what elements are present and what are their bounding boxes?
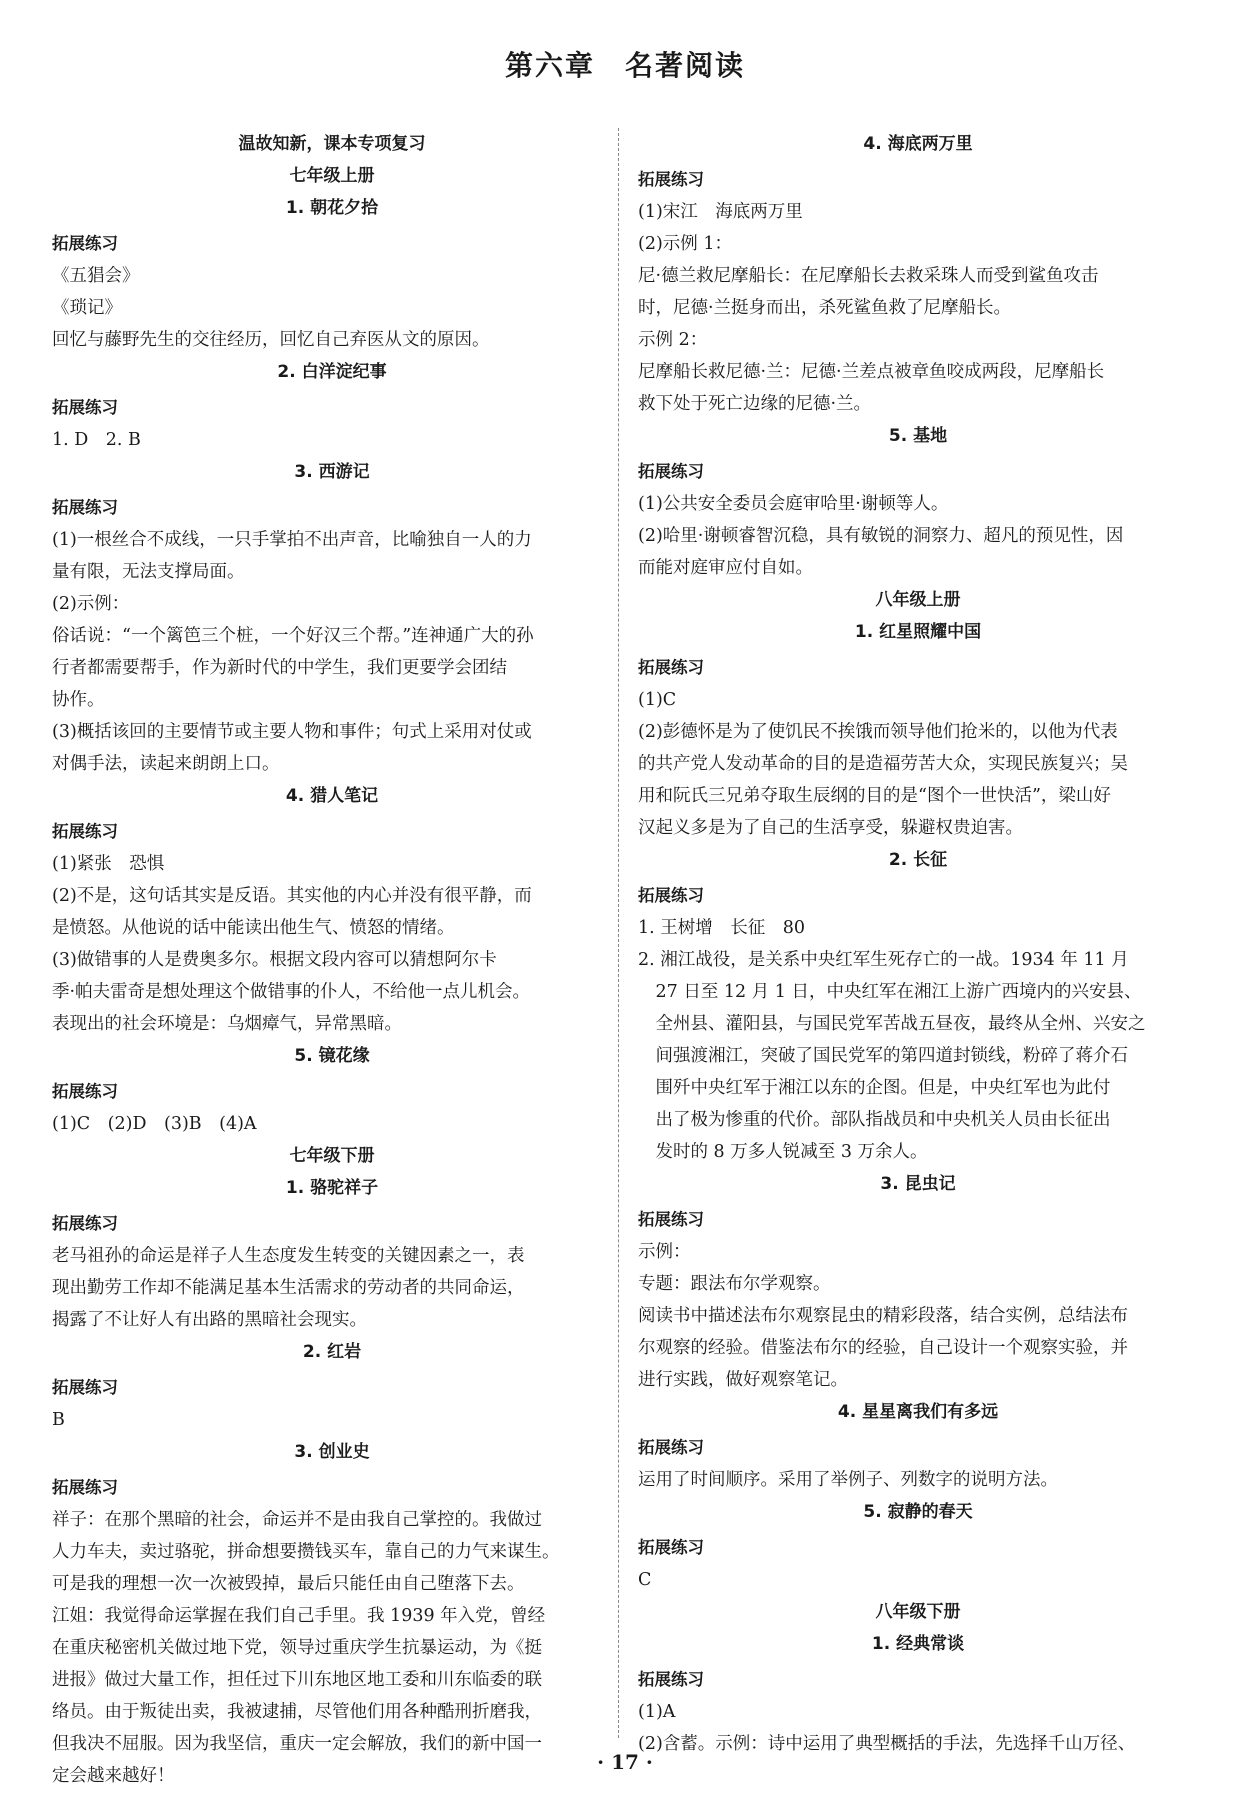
answer-line: 行者都需要帮手，作为新时代的中学生，我们更要学会团结 — [52, 658, 507, 678]
answer-block — [638, 1628, 1198, 1760]
answer-line: 27 日至 12 月 1 日，中央红军在湘江上游广西境内的兴安县、 — [638, 982, 1142, 1002]
answer-block — [638, 420, 1198, 584]
answer-line: 定会越来越好！ — [52, 1766, 175, 1786]
answer-line: 《琐记》 — [52, 298, 122, 318]
exercise-label: 拓展练习 — [638, 886, 704, 905]
answer-line: 示例 2： — [638, 330, 708, 350]
exercise-label: 拓展练习 — [638, 462, 704, 481]
exercise-label: 拓展练习 — [52, 822, 118, 841]
book-title: 5. 基地 — [888, 426, 948, 446]
answer-line: 1. 王树增 长征 80 — [638, 918, 806, 938]
answer-line: 示例： — [638, 1242, 691, 1262]
answer-block — [638, 1496, 1198, 1596]
right-column — [638, 128, 1198, 1760]
answer-line: (1)紧张 恐惧 — [52, 854, 165, 874]
exercise-label: 拓展练习 — [52, 498, 118, 517]
answer-line: (3)做错事的人是费奥多尔。根据文段内容可以猜想阿尔卡 — [52, 950, 497, 970]
book-title: 5. 寂静的春天 — [863, 1502, 973, 1522]
answer-line: 回忆与藤野先生的交往经历，回忆自己弃医从文的原因。 — [52, 330, 490, 350]
book-title: 1. 红星照耀中国 — [854, 622, 982, 642]
book-title: 1. 经典常谈 — [871, 1634, 965, 1654]
answer-line: 现出勤劳工作却不能满足基本生活需求的劳动者的共同命运， — [52, 1278, 525, 1298]
book-title: 2. 长征 — [888, 850, 948, 870]
answer-line: 尼摩船长救尼德·兰：尼德·兰差点被章鱼咬成两段，尼摩船长 — [638, 362, 1105, 382]
answer-line: 揭露了不让好人有出路的黑暗社会现实。 — [52, 1310, 367, 1330]
answer-line: 发时的 8 万多人锐减至 3 万余人。 — [638, 1142, 928, 1162]
answer-block — [638, 844, 1198, 1168]
answer-line: 协作。 — [52, 690, 105, 710]
exercise-label: 拓展练习 — [638, 1538, 704, 1557]
answer-line: 阅读书中描述法布尔观察昆虫的精彩段落，结合实例，总结法布 — [638, 1306, 1128, 1326]
book-title: 4. 星星离我们有多远 — [837, 1402, 999, 1422]
answer-block — [638, 616, 1198, 844]
answer-line: 对偶手法，读起来朗朗上口。 — [52, 754, 280, 774]
answer-line: 《五猖会》 — [52, 266, 140, 286]
grade-heading: 七年级上册 — [289, 166, 375, 186]
answer-line: 围歼中央红军于湘江以东的企图。但是，中央红军也为此付 — [638, 1078, 1111, 1098]
exercise-label: 拓展练习 — [52, 1378, 118, 1397]
column-divider — [618, 128, 619, 1738]
answer-line: 全州县、灌阳县，与国民党军苦战五昼夜，最终从全州、兴安之 — [638, 1014, 1146, 1034]
answer-block — [638, 1168, 1198, 1396]
answer-line: 但我决不屈服。因为我坚信，重庆一定会解放，我们的新中国一 — [52, 1734, 542, 1754]
answer-line: 尔观察的经验。借鉴法布尔的经验，自己设计一个观察实验，并 — [638, 1338, 1128, 1358]
page-title: 第六章 名著阅读 — [504, 49, 745, 82]
exercise-label: 拓展练习 — [638, 1438, 704, 1457]
answer-block — [638, 128, 1198, 420]
book-title: 4. 海底两万里 — [863, 134, 973, 154]
exercise-label: 拓展练习 — [638, 1670, 704, 1689]
answer-line: 汉起义多是为了自己的生活享受，躲避权贵迫害。 — [638, 818, 1023, 838]
exercise-label: 拓展练习 — [52, 1214, 118, 1233]
answer-line: 俗话说：“一个篱笆三个桩，一个好汉三个帮。”连神通广大的孙 — [52, 626, 534, 646]
answer-line: 季·帕夫雷奇是想处理这个做错事的仆人，不给他一点儿机会。 — [52, 982, 531, 1002]
exercise-label: 拓展练习 — [52, 398, 118, 417]
answer-block — [52, 1336, 612, 1436]
page-number: · 17 · — [597, 1750, 653, 1774]
book-title: 3. 西游记 — [294, 462, 370, 482]
answer-line: 用和阮氏三兄弟夺取生辰纲的目的是“图个一世快活”，梁山好 — [638, 786, 1111, 806]
answer-line: B — [52, 1410, 65, 1430]
answer-line: 人力车夫，卖过骆驼，拼命想要攒钱买车，靠自己的力气来谋生。 — [52, 1542, 560, 1562]
answer-block — [52, 456, 612, 780]
grade-heading: 七年级下册 — [289, 1146, 375, 1166]
grade-heading: 八年级上册 — [875, 590, 961, 610]
answer-line: (1)宋江 海底两万里 — [638, 202, 803, 222]
section-title: 温故知新，课本专项复习 — [238, 134, 426, 154]
answer-line: (2)哈里·谢顿睿智沉稳，具有敏锐的洞察力、超凡的预见性，因 — [638, 526, 1124, 546]
answer-line: 江姐：我觉得命运掌握在我们自己手里。我 1939 年入党，曾经 — [52, 1606, 546, 1626]
answer-line: (1)一根丝合不成线，一只手掌拍不出声音，比喻独自一人的力 — [52, 530, 532, 550]
book-title: 3. 创业史 — [294, 1442, 370, 1462]
exercise-label: 拓展练习 — [52, 234, 118, 253]
answer-line: 2. 湘江战役，是关系中央红军生死存亡的一战。1934 年 11 月 — [638, 950, 1129, 970]
answer-line: 进报》做过大量工作，担任过下川东地区地工委和川东临委的联 — [52, 1670, 542, 1690]
book-title: 1. 朝花夕拾 — [285, 198, 379, 218]
exercise-label: 拓展练习 — [638, 170, 704, 189]
answer-line: 运用了时间顺序。采用了举例子、列数字的说明方法。 — [638, 1470, 1058, 1490]
answer-line: 1. D 2. B — [52, 430, 141, 450]
answer-line: 进行实践，做好观察笔记。 — [638, 1370, 848, 1390]
answer-line: (1)C — [638, 690, 677, 710]
book-title: 1. 骆驼祥子 — [285, 1178, 379, 1198]
answer-line: (2)彭德怀是为了使饥民不挨饿而领导他们抢米的，以他为代表 — [638, 722, 1118, 742]
answer-block — [52, 1040, 612, 1140]
answer-line: 而能对庭审应付自如。 — [638, 558, 813, 578]
answer-line: (1)公共安全委员会庭审哈里·谢顿等人。 — [638, 494, 949, 514]
book-title: 2. 白洋淀纪事 — [277, 362, 387, 382]
exercise-label: 拓展练习 — [638, 1210, 704, 1229]
answer-line: (1)A — [638, 1702, 676, 1722]
answer-line: 间强渡湘江，突破了国民党军的第四道封锁线，粉碎了蒋介石 — [638, 1046, 1128, 1066]
answer-line: 专题：跟法布尔学观察。 — [638, 1274, 831, 1294]
answer-line: 尼·德兰救尼摩船长：在尼摩船长去救采珠人而受到鲨鱼攻击 — [638, 266, 1099, 286]
book-title: 3. 昆虫记 — [880, 1174, 956, 1194]
answer-line: 在重庆秘密机关做过地下党，领导过重庆学生抗暴运动，为《挺 — [52, 1638, 542, 1658]
answer-line: 量有限，无法支撑局面。 — [52, 562, 245, 582]
answer-line: 可是我的理想一次一次被毁掉，最后只能任由自己堕落下去。 — [52, 1574, 525, 1594]
book-title: 2. 红岩 — [302, 1342, 362, 1362]
answer-block — [638, 1396, 1198, 1496]
answer-line: (1)C (2)D (3)B (4)A — [52, 1114, 257, 1134]
answer-line: (2)示例 1： — [638, 234, 732, 254]
answer-line: (2)含蓄。示例：诗中运用了典型概括的手法，先选择千山万径、 — [638, 1734, 1136, 1754]
answer-line: (2)不是，这句话其实是反语。其实他的内心并没有很平静，而 — [52, 886, 532, 906]
answer-block — [52, 192, 612, 356]
answer-line: 救下处于死亡边缘的尼德·兰。 — [638, 394, 872, 414]
exercise-label: 拓展练习 — [52, 1478, 118, 1497]
answer-line: 老马祖孙的命运是祥子人生态度发生转变的关键因素之一，表 — [52, 1246, 525, 1266]
answer-line: (2)示例： — [52, 594, 130, 614]
exercise-label: 拓展练习 — [638, 658, 704, 677]
answer-line: 表现出的社会环境是：乌烟瘴气，异常黑暗。 — [52, 1014, 402, 1034]
book-title: 5. 镜花缘 — [294, 1046, 370, 1066]
answer-line: C — [638, 1570, 652, 1590]
answer-line: 时，尼德·兰挺身而出，杀死鲨鱼救了尼摩船长。 — [638, 298, 1012, 318]
answer-line: 的共产党人发动革命的目的是造福劳苦大众，实现民族复兴；吴 — [638, 754, 1128, 774]
answer-line: 络员。由于叛徒出卖，我被逮捕，尽管他们用各种酷刑折磨我， — [52, 1702, 542, 1722]
answer-line: 出了极为惨重的代价。部队指战员和中央机关人员由长征出 — [638, 1110, 1111, 1130]
answer-line: 祥子：在那个黑暗的社会，命运并不是由我自己掌控的。我做过 — [52, 1510, 542, 1530]
answer-block — [52, 1436, 612, 1792]
left-column — [52, 128, 612, 1792]
answer-line: (3)概括该回的主要情节或主要人物和事件；句式上采用对仗或 — [52, 722, 532, 742]
answer-block — [52, 1172, 612, 1336]
exercise-label: 拓展练习 — [52, 1082, 118, 1101]
answer-block — [52, 780, 612, 1040]
book-title: 4. 猎人笔记 — [285, 786, 379, 806]
grade-heading: 八年级下册 — [875, 1602, 961, 1622]
answer-block — [52, 356, 612, 456]
answer-line: 是愤怒。从他说的话中能读出他生气、愤怒的情绪。 — [52, 918, 455, 938]
